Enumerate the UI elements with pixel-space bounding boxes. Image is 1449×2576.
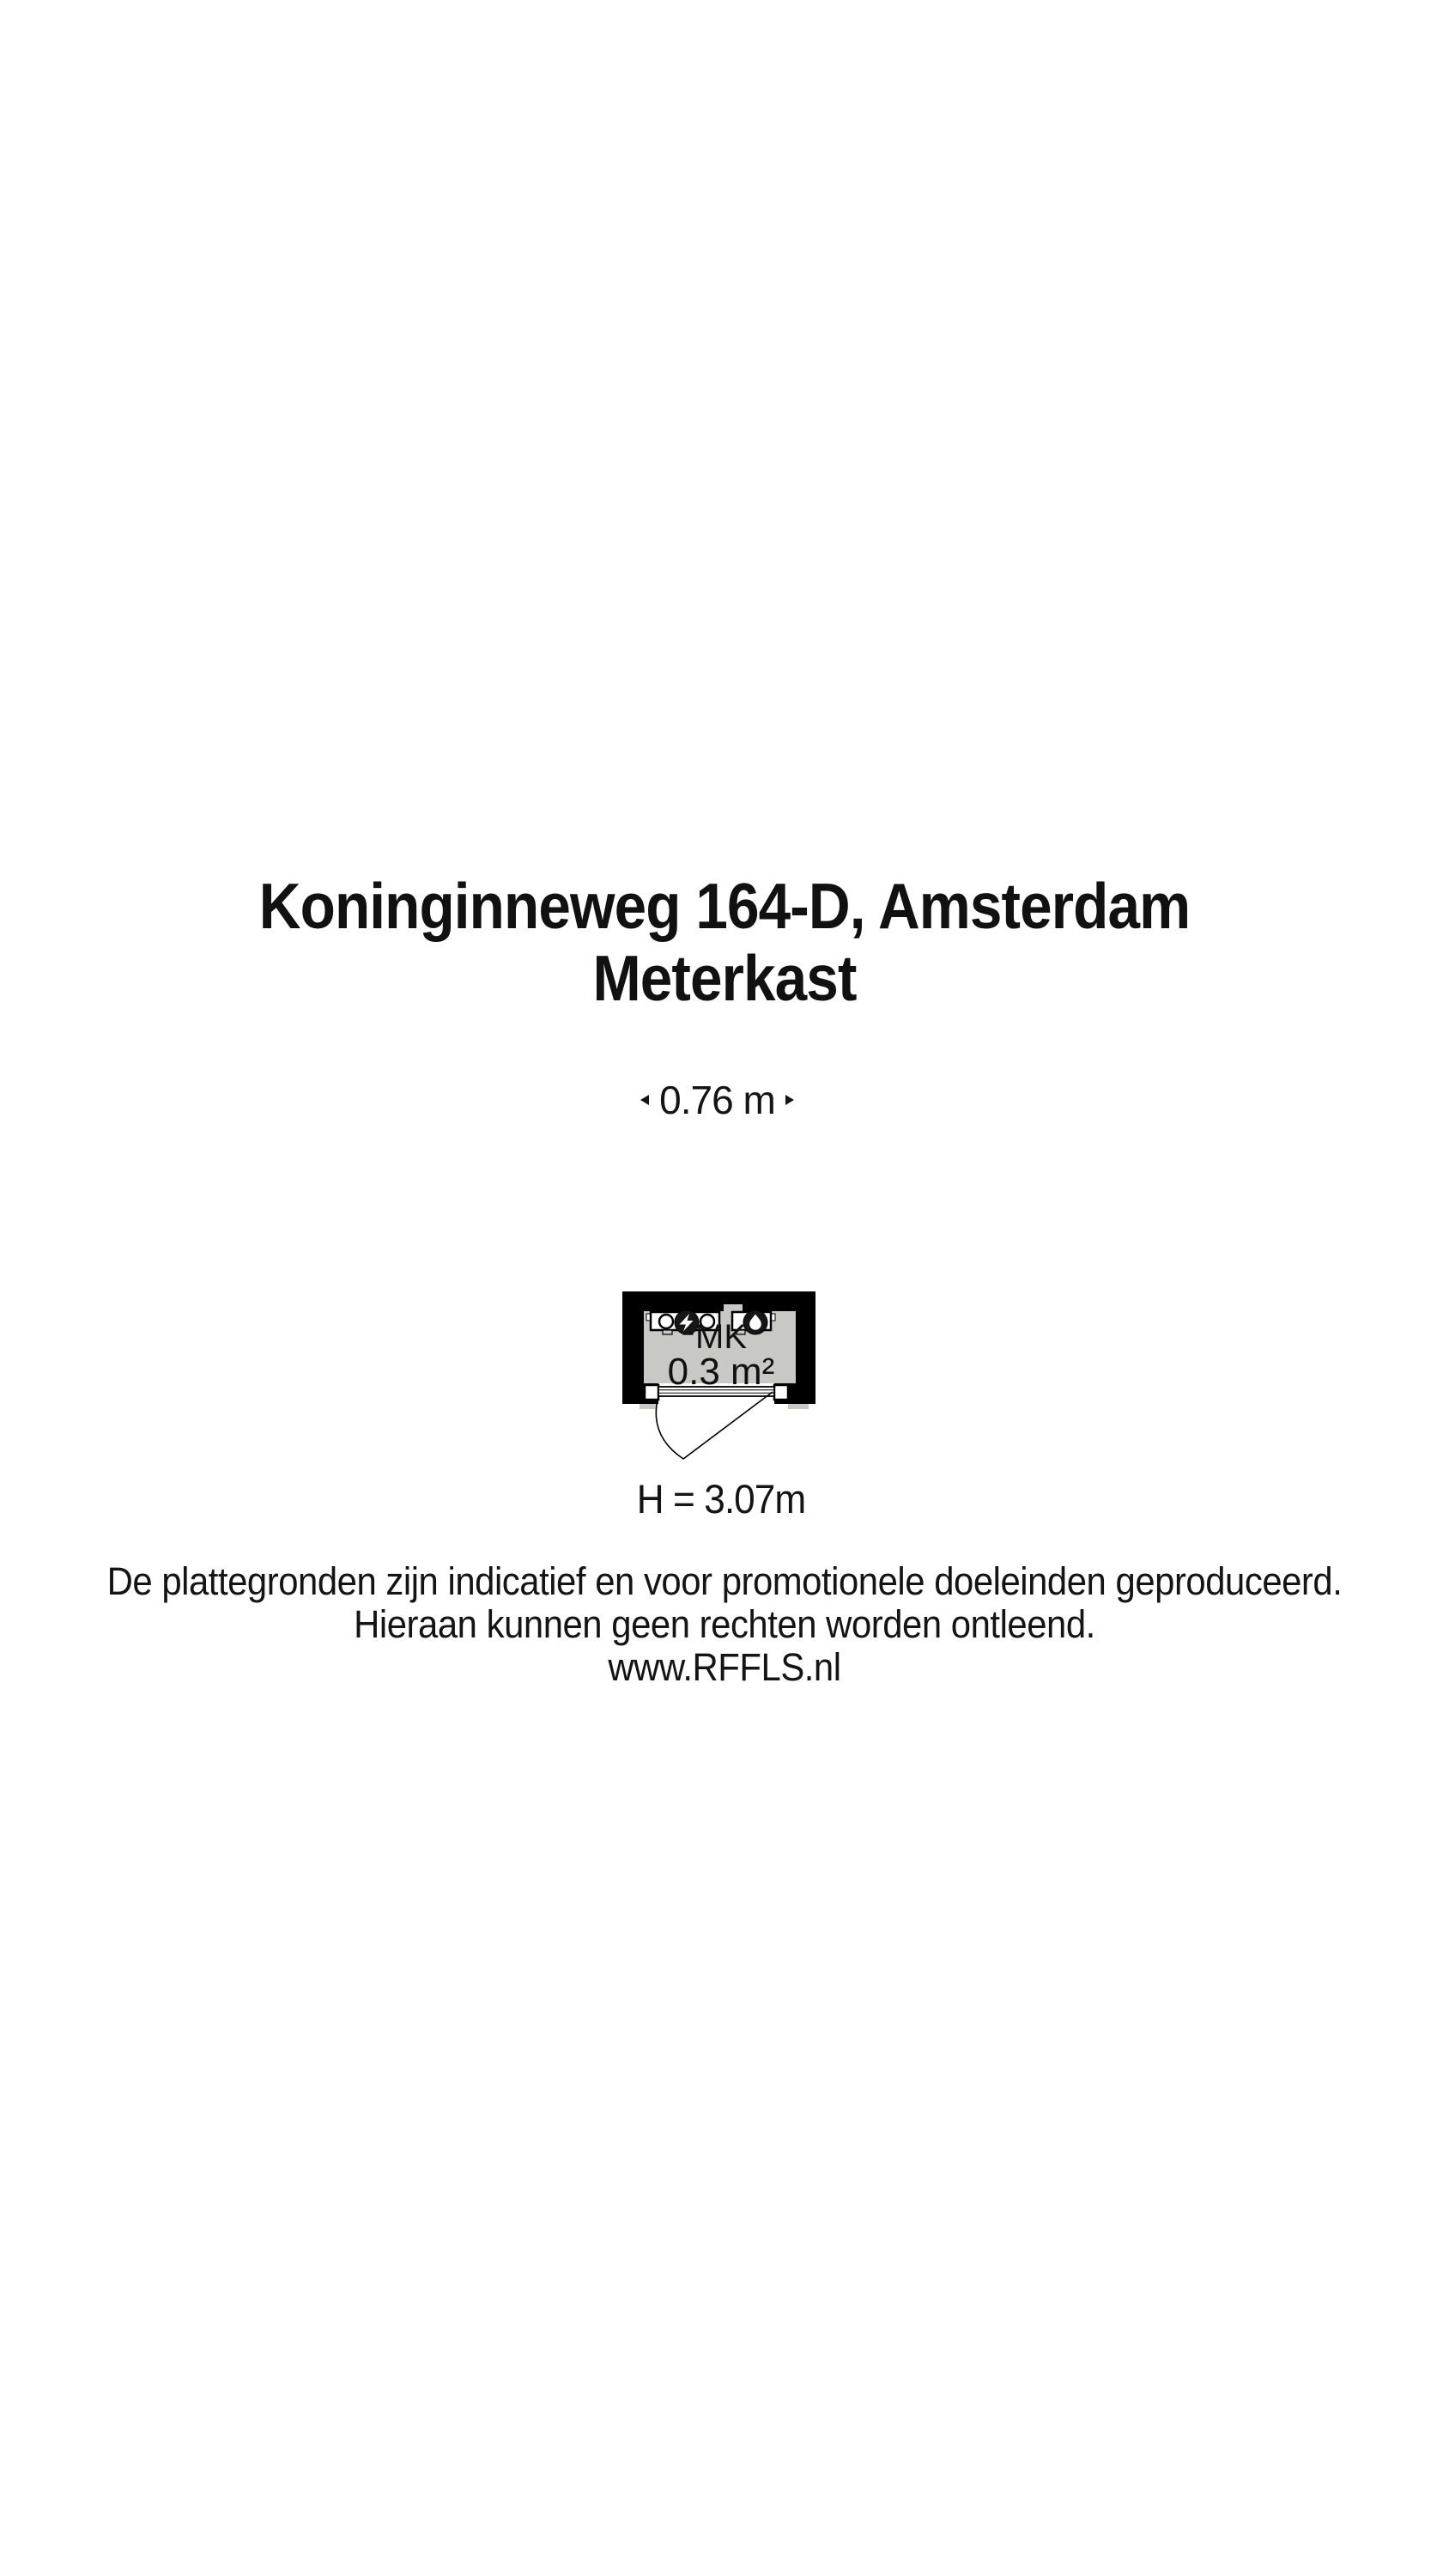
footer <box>51 1560 1398 1689</box>
door <box>645 1385 788 1459</box>
wall-stub-left <box>640 1404 657 1409</box>
width-dimension <box>640 1079 794 1121</box>
dimension-arrow-right-icon <box>785 1095 794 1105</box>
disclaimer-line-1: De plattegronden zijn indicatief en voor promotionele doeleinden geproduceerd. <box>106 1559 1343 1603</box>
room-code-label: MK <box>695 1318 747 1356</box>
water-meter-icon <box>743 1310 767 1334</box>
disclaimer-line-2: Hieraan kunnen geen rechten worden ontleend. <box>354 1602 1095 1646</box>
ceiling-height-label: H = 3.07m <box>636 1476 806 1522</box>
title-room-name: Meterkast <box>592 942 857 1014</box>
dimension-width-value: 0.76 m <box>659 1078 775 1122</box>
meter-dial-icon <box>659 1315 673 1328</box>
door-jamb-left <box>645 1385 658 1400</box>
room-area-label: 0.3 m² <box>667 1351 775 1393</box>
title-address: Koninginneweg 164-D, Amsterdam <box>258 870 1191 942</box>
wall-stub-right <box>788 1404 809 1409</box>
website-url: www.RFFLS.nl <box>608 1645 841 1689</box>
page-title <box>72 870 1376 1014</box>
door-jamb-right <box>774 1385 788 1400</box>
dimension-arrow-left-icon <box>640 1095 649 1105</box>
cabinet-foot <box>663 1330 672 1334</box>
meterkast-floorplan <box>601 1284 841 1468</box>
